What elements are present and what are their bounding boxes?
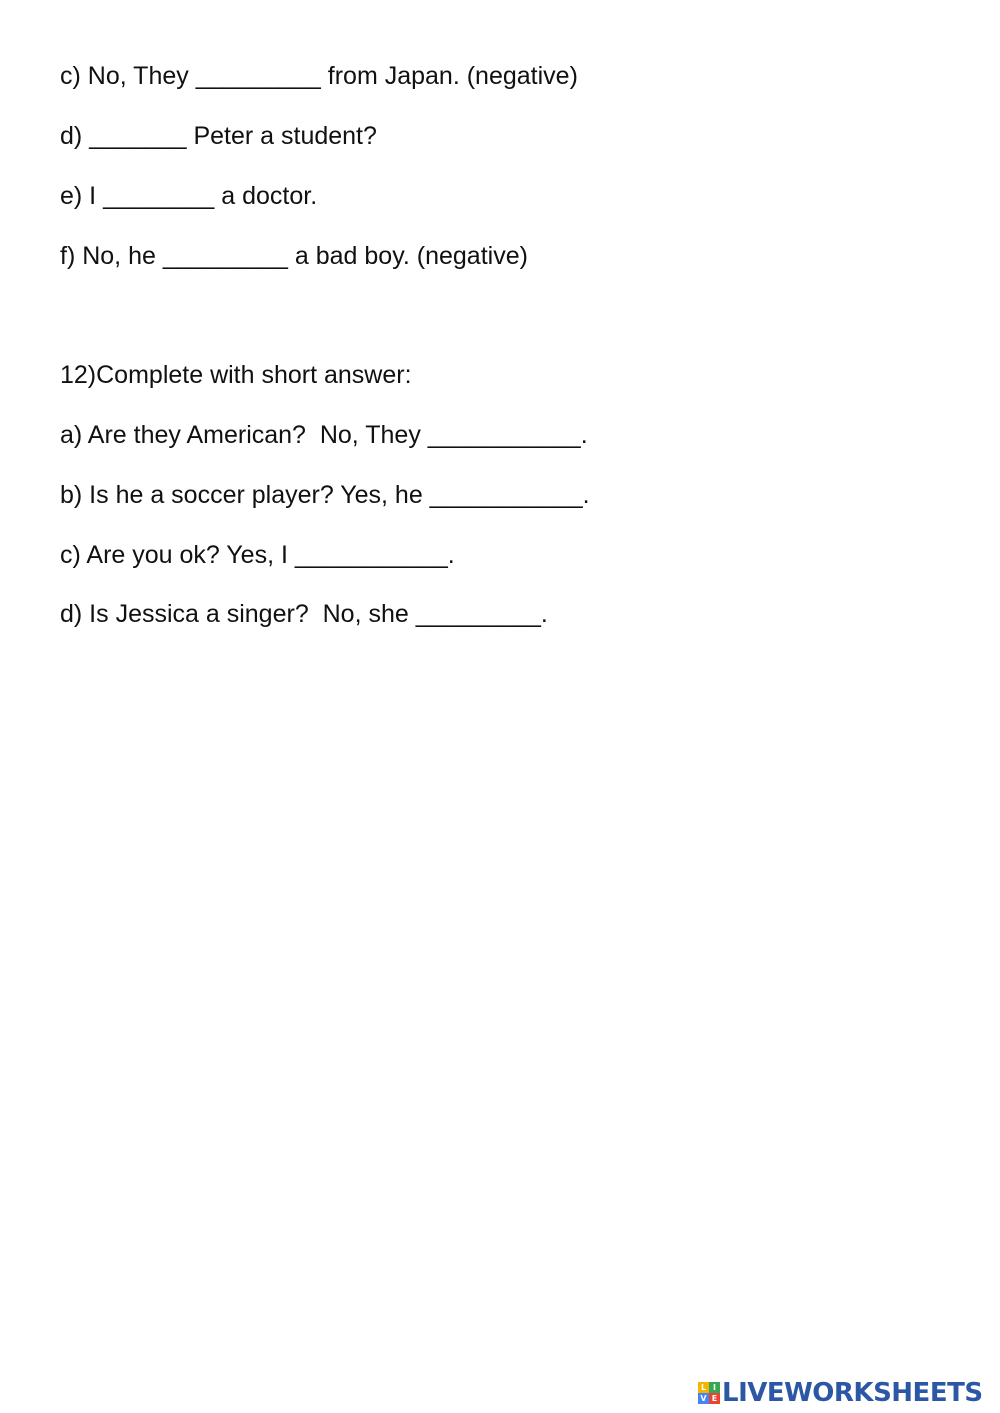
exercise-item-c: c) No, They _________ from Japan. (negative): [60, 62, 578, 90]
short-answer-item-c: c) Are you ok? Yes, I ___________.: [60, 541, 455, 569]
logo-mark-letter: L: [698, 1382, 709, 1393]
exercise-item-f: f) No, he _________ a bad boy. (negative): [60, 242, 528, 270]
short-answer-item-a: a) Are they American? No, They ___________.: [60, 421, 588, 449]
short-answer-item-d: d) Is Jessica a singer? No, she _________.: [60, 600, 548, 628]
section-heading-12: 12)Complete with short answer:: [60, 361, 412, 389]
logo-mark-letter: I: [709, 1382, 720, 1393]
exercise-item-d: d) _______ Peter a student?: [60, 122, 377, 150]
logo-mark-letter: E: [709, 1393, 720, 1404]
logo-text: LIVEWORKSHEETS: [722, 1378, 983, 1408]
short-answer-item-b: b) Is he a soccer player? Yes, he ___________.: [60, 481, 590, 509]
liveworksheets-logo: [698, 1378, 983, 1408]
logo-mark-icon: [698, 1382, 720, 1404]
logo-mark-letter: V: [698, 1393, 709, 1404]
exercise-item-e: e) I ________ a doctor.: [60, 182, 318, 210]
